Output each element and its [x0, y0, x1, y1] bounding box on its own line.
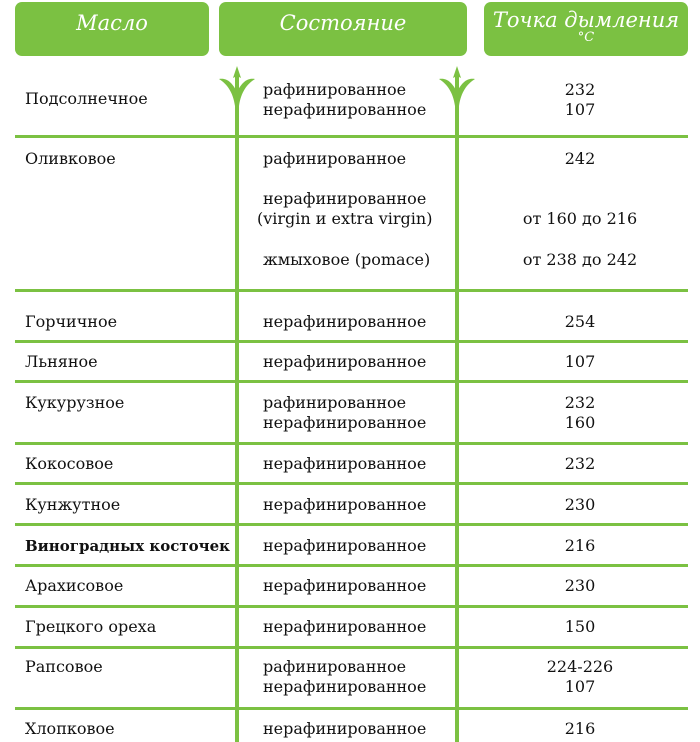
smoke-point-value: 232 — [564, 454, 596, 473]
oil-state: нерафинированное — [263, 576, 427, 595]
oil-name: Виноградных косточек — [25, 537, 230, 555]
header-state — [219, 2, 467, 56]
oil-state: нерафинированное — [263, 719, 427, 738]
oil-name: Арахисовое — [25, 576, 124, 595]
oil-state: нерафинированное — [263, 189, 427, 208]
oil-name: Кунжутное — [25, 495, 121, 514]
oil-state: нерафинированное — [263, 495, 427, 514]
smoke-point-value: 216 — [564, 719, 596, 738]
oil-state: рафинированное — [263, 149, 407, 168]
oil-name: Горчичное — [25, 312, 118, 331]
oil-state: нерафинированное — [263, 312, 427, 331]
oil-state: нерафинированное — [263, 413, 427, 432]
smoke-point-value: от 238 до 242 — [522, 250, 638, 269]
smoke-point-value: 160 — [564, 413, 596, 432]
smoke-point-value: 107 — [564, 100, 596, 119]
smoke-point-value: 107 — [564, 352, 596, 371]
smoke-point-value: 107 — [564, 677, 596, 696]
oil-state: рафинированное — [263, 393, 407, 412]
smoke-point-value: 232 — [564, 80, 596, 99]
header-oil-label: Масло — [76, 11, 148, 35]
oil-name: Подсолнечное — [25, 89, 148, 108]
oil-name: Хлопковое — [25, 719, 115, 738]
oil-name: Грецкого ореха — [25, 617, 157, 636]
oil-state: нерафинированное — [263, 677, 427, 696]
smoke-point-value: 242 — [564, 149, 596, 168]
row-divider — [15, 289, 688, 292]
oil-state: нерафинированное — [263, 352, 427, 371]
smoke-point-value: 150 — [564, 617, 596, 636]
row-divider — [15, 442, 688, 445]
row-divider — [15, 523, 688, 526]
header-smoke-point — [484, 2, 688, 56]
oil-state: нерафинированное — [263, 100, 427, 119]
sprout-icon — [439, 66, 475, 126]
header-oil — [15, 2, 209, 56]
oil-state: (virgin и extra virgin) — [257, 209, 433, 228]
smoke-point-value: 224-226 — [546, 657, 614, 676]
oil-state: рафинированное — [263, 657, 407, 676]
oil-state: рафинированное — [263, 80, 407, 99]
oil-name: Оливковое — [25, 149, 116, 168]
oil-state: жмыховое (pomace) — [263, 250, 431, 269]
header-smoke-label: Точка дымления — [492, 8, 680, 32]
smoke-point-value: от 160 до 216 — [522, 209, 638, 228]
header-state-label: Состояние — [279, 11, 407, 35]
divider-stem-left — [235, 92, 239, 742]
oil-name: Рапсовое — [25, 657, 103, 676]
oil-state: нерафинированное — [263, 617, 427, 636]
row-divider — [15, 605, 688, 608]
divider-stem-right — [455, 92, 459, 742]
oil-state: нерафинированное — [263, 536, 427, 555]
oil-name: Льняное — [25, 352, 98, 371]
smoke-point-value: 230 — [564, 576, 596, 595]
row-divider — [15, 707, 688, 710]
oil-state: нерафинированное — [263, 454, 427, 473]
smoke-point-value: 232 — [564, 393, 596, 412]
smoke-point-value: 230 — [564, 495, 596, 514]
row-divider — [15, 380, 688, 383]
row-divider — [15, 646, 688, 649]
smoke-point-value: 216 — [564, 536, 596, 555]
sprout-icon — [219, 66, 255, 126]
smoke-point-value: 254 — [564, 312, 596, 331]
row-divider — [15, 340, 688, 343]
header-unit-label: °C — [577, 30, 595, 45]
row-divider — [15, 135, 688, 138]
row-divider — [15, 564, 688, 567]
row-divider — [15, 482, 688, 485]
oil-name: Кокосовое — [25, 454, 114, 473]
oil-name: Кукурузное — [25, 393, 125, 412]
